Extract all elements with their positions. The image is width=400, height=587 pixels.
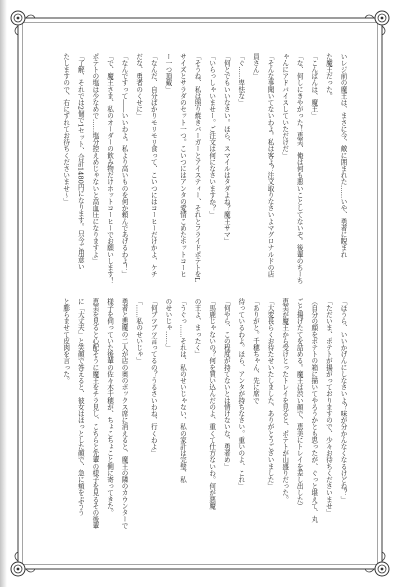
corner-ornament-top-right — [365, 11, 389, 35]
text-column: 恵美を見ると心配そうに魔王をチラ見し、こちらと先輩の様子を見るその後輩 — [90, 298, 99, 529]
text-column: た魔王だった。 — [324, 53, 333, 100]
text-column: 「こんばんは、魔王」 — [309, 53, 318, 119]
text-column: 恵美が魔王から受けとったトレイを見ると、ポテトが山盛りだった。 — [280, 298, 289, 503]
ornament-dot — [381, 17, 384, 20]
text-column: 「何とでもいいなさい。ほら、スマイルはタダよね？魔王サマ」 — [222, 53, 231, 245]
text-column: いレジ前の魔王は、まさに今、敵に囲まれた……いや、勇者に睨まれ — [339, 53, 347, 258]
text-column: サイズとサラダのセット一つ。こいつにはアンタの愛情こめたホットコーヒ — [178, 53, 187, 278]
text-column: たしますので、右にずれてお待ちくださいませ～」 — [61, 53, 70, 205]
text-column: （自分の顔をポテトの箱に描いてやろうかとも思ったが、ぐっと堪えて、丸 — [309, 298, 318, 523]
text-column: 「なんだ、自分ばかりモリモリ食って、こいつにはコーヒーだけかよ、ケチ — [149, 53, 158, 278]
text-column: 「何ブツブツ言ってるの？うるさいわね、行くわよ」 — [149, 298, 158, 457]
text-column: 「なんですって――いいわよ。私より高いものを何か頼んであげるわよ！」 — [120, 53, 129, 278]
text-column: 員さん」 — [251, 53, 260, 80]
text-column: 「大変長らくお待たせいたしました、ありがとうございました」 — [266, 298, 275, 490]
text-column: の王よ、まったく」 — [193, 298, 202, 358]
text-column: 勇者と悪魔の二人が店の奥のボックス席に消えると、魔王の隣のカウンターで — [120, 298, 129, 529]
text-column: ポテトの塩は少なめで……塩分控えめじゃないと高血圧になりますよ」 — [90, 53, 99, 265]
text-column: 様子を伺っていた後輩の佐々木千穂が、ちょこちょこと側に寄ってきた。 — [105, 298, 114, 516]
text-column: 「何やら、この程度が持てないとは情けないな、勇者め」 — [222, 298, 231, 470]
corner-ornament-bottom-left — [11, 552, 35, 576]
text-column: のせいじゃ……」 — [163, 298, 172, 351]
text-column: 「で、魔王さま、私のオーダーの飲み物だけホットコーヒーでお願いします！ — [105, 53, 114, 284]
text-column: 「ほうら、いいかげんにしなさいよ？味が分かんなくなるけどね？」 — [339, 298, 347, 503]
text-column: 「うぐっ……それは、私のせいじゃない、私の家計は完璧、私 — [178, 298, 187, 483]
text-column: ごと揚げたてを詰める。魔王は渋い顔で、恵美にトレイを差し出した） — [295, 298, 304, 510]
text-column: 待っているわよ。ほら、アンタが持ちなさい。重いのよ、これ」 — [236, 298, 245, 490]
text-column: 「ありがと。千穂ちゃん、先に席で — [251, 298, 260, 404]
ornament-dot — [17, 17, 20, 20]
ornament-dot — [17, 568, 20, 571]
top-text-block — [58, 53, 350, 287]
text-column: ー一つ頂戴」 — [163, 53, 172, 93]
bottom-text-block — [58, 298, 350, 532]
text-column: 「馬鹿じゃないの？何を買い込んだのよ、重くて仕方ないわ。何が悪魔 — [207, 298, 216, 510]
text-column: 「そんな事聞いてないわよ。私は客よ？注文取りなさいよマグロナルドの店 — [266, 53, 275, 278]
corner-ornament-bottom-right — [365, 552, 389, 576]
text-column: 「いらっしゃいませー。ご注文は何になさいますか？」 — [207, 53, 216, 218]
text-column: 「了解、それでは2個で1セット、合計1480円になります。只今ご用意い — [76, 53, 85, 270]
text-column: 「そうね、私は照り焼きバーガーとアイスティー、それとフライドポテトをL — [193, 53, 202, 282]
text-column: 「な、何しにきやがった！恵美、俺は何も悪いことしてないぞ。後輩のちーち — [295, 53, 304, 284]
text-column: ゃんにアドバイスしていただけだ」 — [280, 53, 289, 159]
corner-ornament-top-left — [11, 11, 35, 35]
text-column: に「大丈夫」と笑顔で答えると、彼女はほっとした顔で、急に頬をぷうう — [76, 298, 85, 516]
text-column: だな、勇者のくせに」 — [134, 53, 143, 119]
ornament-dot — [381, 568, 384, 571]
text-column: と膨らませて皮肉を言った。 — [61, 298, 70, 384]
text-column: 「……私のせいじゃ」 — [134, 298, 143, 364]
text-column: 「ただいま、ポテトが揚がっておりますので、少々お待ちくださいませ」 — [324, 298, 333, 516]
text-column: 「ぐ……卑怯な」 — [236, 53, 245, 106]
